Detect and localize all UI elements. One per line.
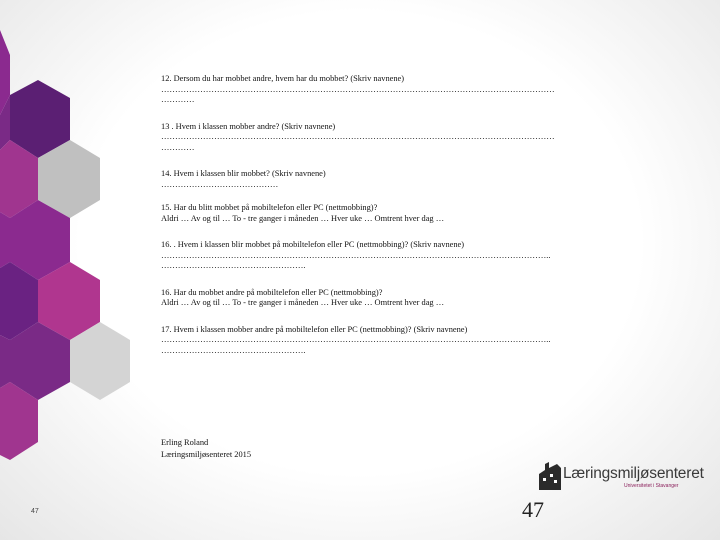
answer-line: ……………………………………………. [161,345,306,355]
author-org: Læringsmiljøsenteret 2015 [161,450,252,459]
author-signature [161,437,251,461]
answer-line: ………………………………………………………………………………………………………………………….. [161,250,551,260]
answer-line: …………………………………… [161,179,279,189]
question-16a [161,240,591,272]
question-text: 16. Har du mobbet andre på mobiltelefon eller PC (nettmobbing)? [161,287,383,297]
question-text: 17. Hvem i klassen mobber andre på mobiltelefon eller PC (nettmobbing)? (Skriv navnene) [161,324,468,334]
question-text: 13 . Hvem i klassen mobber andre? (Skriv navnene) [161,121,336,131]
answer-line: ………… [161,95,195,104]
question-text: 14. Hvem i klassen blir mobbet? (Skriv navnene) [161,169,326,178]
question-17 [161,325,591,357]
question-text: 15. Har du blitt mobbet på mobiltelefon eller PC (nettmobbing)? [161,203,378,212]
answer-line: …………………………………………………………………………………………………………………………… [161,84,555,94]
question-text: 12. Dersom du har mobbet andre, hvem har du mobbet? (Skriv navnene) [161,74,405,83]
question-16b [161,288,591,309]
logo-subtitle: Universitetet i Stavanger [624,483,679,489]
question-12 [161,74,591,106]
answer-options: Aldri … Av og til … To - tre ganger i måneden … Hver uke … Omtrent hver dag … [161,298,445,307]
page-number: 47 [522,497,544,522]
slide-number: 47 [31,508,39,515]
question-13 [161,122,591,154]
author-name: Erling Roland [161,438,209,447]
answer-line: …………………………………………………………………………………………………………………………… [161,132,555,141]
answer-line: ……………………………………………. [161,261,306,270]
answer-line: ………… [161,142,195,152]
decorative-hexagon-stripe [0,0,140,540]
logo-text: Læringsmiljøsenteret [563,465,704,482]
question-14 [161,169,591,190]
question-text: 16. . Hvem i klassen blir mobbet på mobiltelefon eller PC (nettmobbing)? (Skriv navnene) [161,240,465,249]
answer-line: ………………………………………………………………………………………………………………………….. [161,335,551,344]
questionnaire [161,74,591,372]
answer-options: Aldri … Av og til … To - tre ganger i måneden … Hver uke … Omtrent hver dag … [161,213,445,223]
question-15 [161,203,591,224]
laeringsmiljosenteret-logo [533,458,704,498]
building-logo-icon [535,460,565,492]
